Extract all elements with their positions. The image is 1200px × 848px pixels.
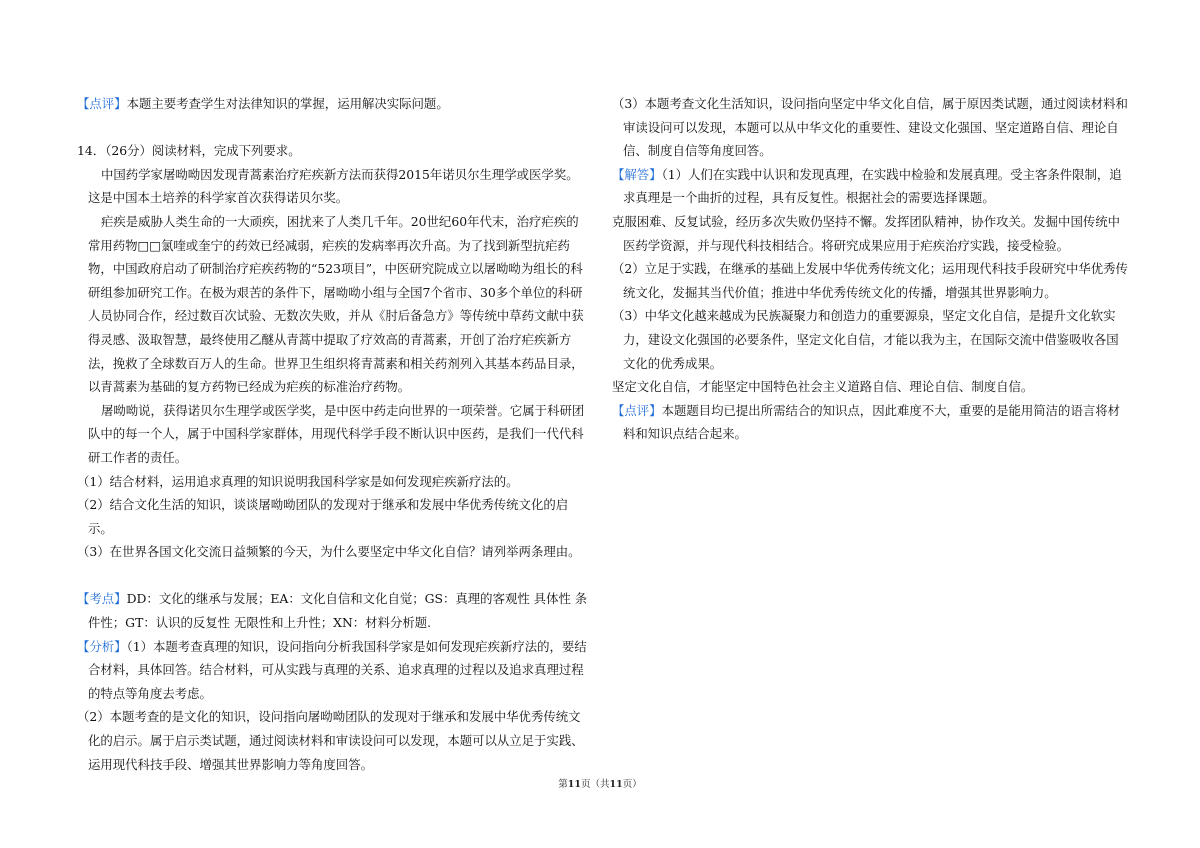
review-paragraph	[77, 92, 589, 116]
fenxi-paragraph-2: （2）本题考查的是文化的知识，设问指向屠呦呦团队的发现对于继承和发展中华优秀传统文化的启示。属于启示类试题，通过阅读材料和审读设问可以发现，本题可以从立足于实践、运用现代科技手段、增强其世界影响力等角度回答。	[77, 709, 584, 772]
fenxi-text-1: （1）本题考查真理的知识，设问指向分析我国科学家是如何发现疟疾新疗法的，要结合材料，具体回答。结合材料，可从实践与真理的关系、追求真理的过程以及追求真理过程的特点等角度去考虑。	[88, 638, 587, 701]
review-text: 本题主要考查学生对法律知识的掌握，运用解决实际问题。	[126, 96, 449, 111]
right-column	[612, 92, 1128, 446]
material-paragraph-2: 疟疾是威胁人类生命的一大顽疾，困扰来了人类几千年。20世纪60年代末，治疗疟疾的常用药物□□氯喹或奎宁的药效已经减弱，疟疾的发病率再次升高。为了找到新型抗疟药物，中国政府启动了研制治疗疟疾药物的“523项目”，中医研究院成立以屠呦呦为组长的科研组参加研究工作。在极为艰苦的条件下，屠呦呦小组与全国7个省市、30多个单位的科研人员协同合作，经过数百次试验、无数次失败，并从《肘后备急方》等传统中草药文献中获得灵感、汲取智慧，最终使用乙醚从青蒿中提取了疗效高的青蒿素，开创了治疗疟疾新方法，挽救了全球数百万人的生命。世界卫生组织将青蒿素和相关药剂列入其基本药品目录，以青蒿素为基础的复方药物已经成为疟疾的标准治疗药物。	[88, 213, 584, 395]
jieda-paragraph-1	[612, 163, 1128, 210]
jieda-paragraph-2: （2）立足于实践，在继承的基础上发展中华优秀传统文化；运用现代科技手段研究中华优秀传统文化，发掘其当代价值；推进中华优秀传统文化的传播，增强其世界影响力。	[612, 261, 1128, 300]
jieda-paragraph-1b: 克服困难、反复试验，经历多次失败仍坚持不懈。发挥团队精神，协作攻关。发掘中国传统中医药学资源，并与现代科技相结合。将研究成果应用于疟疾治疗实践，接受检验。	[612, 213, 1121, 253]
jieda-tag: 【解答】	[612, 166, 662, 182]
left-column	[77, 92, 589, 776]
jieda-text-1: （1）人们在实践中认识和发现真理，在实践中检验和发展真理。受主客条件限制，追求真理是一个曲折的过程，具有反复性。根据社会的需要选择课题。	[623, 166, 1122, 206]
sub-question-1: （1）结合材料，运用追求真理的知识说明我国科学家是如何发现疟疾新疗法的。	[77, 473, 519, 489]
question-14-heading: 14．（26分）阅读材料，完成下列要求。	[77, 143, 301, 159]
sub-question-3: （3）在世界各国文化交流日益频繁的今天，为什么要坚定中华文化自信？请列举两条理由。	[77, 544, 581, 560]
review-tag: 【点评】	[77, 96, 127, 111]
footer-total-pages: 11	[609, 779, 623, 790]
sub-question-2: （2）结合文化生活的知识，谈谈屠呦呦团队的发现对于继承和发展中华优秀传统文化的启示。	[77, 497, 569, 536]
kaodian-tag: 【考点】	[77, 591, 127, 607]
review-tag-right: 【点评】	[612, 402, 662, 418]
page-footer	[0, 776, 1200, 790]
material-paragraph-1: 中国药学家屠呦呦因发现青蒿素治疗疟疾新方法而获得2015年诺贝尔生理学或医学奖。这是中国本土培养的科学家首次获得诺贝尔奖。	[88, 166, 579, 206]
footer-suffix: 页）	[622, 779, 642, 790]
fenxi-tag: 【分析】	[77, 638, 127, 654]
fenxi-paragraph-3: （3）本题考查文化生活知识，设问指向坚定中华文化自信，属于原因类试题，通过阅读材料和审读设问可以发现，本题可以从中华文化的重要性、建设文化强国、坚定道路自信、理论自信、制度自信等角度回答。	[612, 96, 1128, 159]
footer-prefix: 第	[558, 779, 568, 790]
material-paragraph-3: 屠呦呦说，获得诺贝尔生理学或医学奖，是中医中药走向世界的一项荣誉。它属于科研团队中的每一个人，属于中国科学家群体，用现代科学手段不断认识中医药，是我们一代代科研工作者的责任。	[88, 402, 585, 465]
footer-page-number: 11	[567, 779, 581, 790]
fenxi-paragraph-1	[77, 635, 589, 706]
footer-middle: 页（共	[580, 779, 610, 790]
review-text-right: 本题题目均已提出所需结合的知识点，因此难度不大，重要的是能用简洁的语言将材料和知识点结合起来。	[623, 402, 1121, 442]
jieda-paragraph-3: （3）中华文化越来越成为民族凝聚力和创造力的重要源泉，坚定文化自信，是提升文化软实力，建设文化强国的必要条件，坚定文化自信，才能以我为主，在国际交流中借鉴吸收各国文化的优秀成果。	[612, 308, 1119, 371]
kaodian-text: DD：文化的继承与发展；EA：文化自信和文化自觉；GS：真理的客观性 具体性 条件性；GT：认识的反复性 无限性和上升性；XN：材料分析题.	[88, 591, 588, 631]
jieda-paragraph-3b: 坚定文化自信，才能坚定中国特色社会主义道路自信、理论自信、制度自信。	[612, 379, 1034, 395]
kaodian-paragraph	[77, 587, 589, 634]
review-paragraph-right	[612, 399, 1128, 446]
